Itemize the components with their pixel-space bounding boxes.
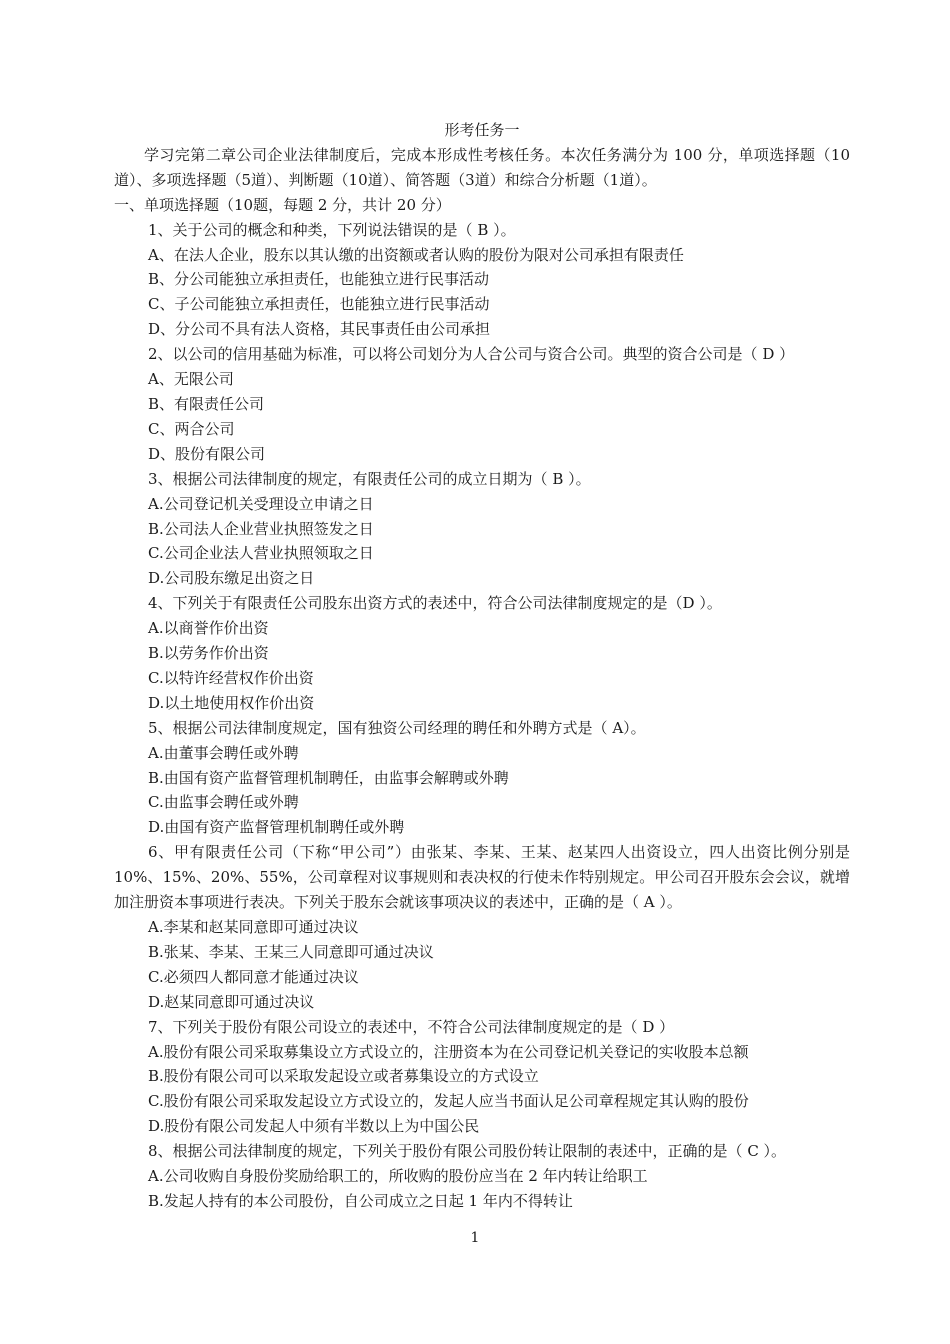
option: A.股份有限公司采取募集设立方式设立的，注册资本为在公司登记机关登记的实收股本总额 [148,1042,749,1061]
intro-paragraph: 学习完第二章公司企业法律制度后，完成本形成性考核任务。本次任务满分为 100 分，单项选择题（10道）、多项选择题（5道）、判断题（10道）、简答题（3道）和综合分析题（1道）。 [114,145,850,189]
question-stem: 2、以公司的信用基础为标准，可以将公司划分为人合公司与资合公司。典型的资合公司是（ D ） [148,345,795,364]
option: B、分公司能独立承担责任，也能独立进行民事活动 [148,270,490,289]
option: C、两合公司 [148,419,235,438]
option: C.股份有限公司采取发起设立方式设立的，发起人应当书面认足公司章程规定其认购的股份 [148,1092,749,1111]
option: D、分公司不具有法人资格，其民事责任由公司承担 [148,320,491,339]
option: D.以土地使用权作价出资 [148,693,315,712]
page-number: 1 [470,1230,480,1246]
option: B.股份有限公司可以采取发起设立或者募集设立的方式设立 [148,1067,539,1086]
option: D、股份有限公司 [148,444,266,463]
question-8 [114,1139,850,1214]
option: A.公司收购自身股份奖励给职工的，所收购的股份应当在 2 年内转让给职工 [148,1167,648,1186]
option: B.公司法人企业营业执照签发之日 [148,519,374,538]
option: A.由董事会聘任或外聘 [148,743,299,762]
question-stem: 4、下列关于有限责任公司股东出资方式的表述中，符合公司法律制度规定的是（D ）。 [148,594,722,613]
question-4 [114,591,850,716]
option: B、有限责任公司 [148,394,265,413]
question-2 [114,342,850,467]
option: D.由国有资产监督管理机制聘任或外聘 [148,818,405,837]
question-7 [114,1015,850,1140]
question-stem: 1、关于公司的概念和种类，下列说法错误的是（ B ）。 [148,220,516,239]
option: A.李某和赵某同意即可通过决议 [148,918,359,936]
section-heading: 一、单项选择题（10题，每题 2 分，共计 20 分） [114,195,451,214]
option: B.由国有资产监督管理机制聘任，由监事会解聘或外聘 [148,768,509,787]
question-stem: 6、甲有限责任公司（下称“甲公司”）由张某、李某、王某、赵某四人出资设立，四人出资比例分别是 10%、15%、20%、55%，公司章程对议事规则和表决权的行使未作特别规定。甲公司召开股东会会议，就增加注册资本事项进行表决。下列关于股东会就该事项决议的表述中，正确的是（ A ）。 [114,843,850,912]
question-5 [114,716,850,841]
option: A、在法人企业，股东以其认缴的出资额或者认购的股份为限对公司承担有限责任 [148,245,684,264]
document-title: 形考任务一 [444,121,520,139]
option: D.股份有限公司发起人中须有半数以上为中国公民 [148,1117,480,1136]
option: A.以商誉作价出资 [148,619,269,638]
option: D.赵某同意即可通过决议 [148,992,315,1011]
option: D.公司股东缴足出资之日 [148,569,315,588]
question-6 [114,840,850,1014]
option: B.发起人持有的本公司股份，自公司成立之日起 1 年内不得转让 [148,1191,573,1210]
question-1 [114,218,850,343]
option: C.以特许经营权作价出资 [148,668,314,687]
option: C.由监事会聘任或外聘 [148,793,299,812]
question-3 [114,467,850,592]
question-stem: 5、根据公司法律制度规定，国有独资公司经理的聘任和外聘方式是（ A）。 [148,718,646,737]
option: C.公司企业法人营业执照领取之日 [148,544,374,563]
question-stem: 8、根据公司法律制度的规定，下列关于股份有限公司股份转让限制的表述中，正确的是（ C ）。 [148,1142,787,1161]
option: B.以劳务作价出资 [148,644,269,663]
question-stem: 7、下列关于股份有限公司设立的表述中，不符合公司法律制度规定的是（ D ） [148,1017,675,1036]
option: B.张某、李某、王某三人同意即可通过决议 [148,942,434,961]
option: C.必须四人都同意才能通过决议 [148,967,359,986]
document-body [114,118,850,1214]
option: C、子公司能独立承担责任，也能独立进行民事活动 [148,295,490,314]
question-stem: 3、根据公司法律制度的规定，有限责任公司的成立日期为（ B ）。 [148,469,591,488]
option: A、无限公司 [148,370,234,389]
option: A.公司登记机关受理设立申请之日 [148,494,374,513]
